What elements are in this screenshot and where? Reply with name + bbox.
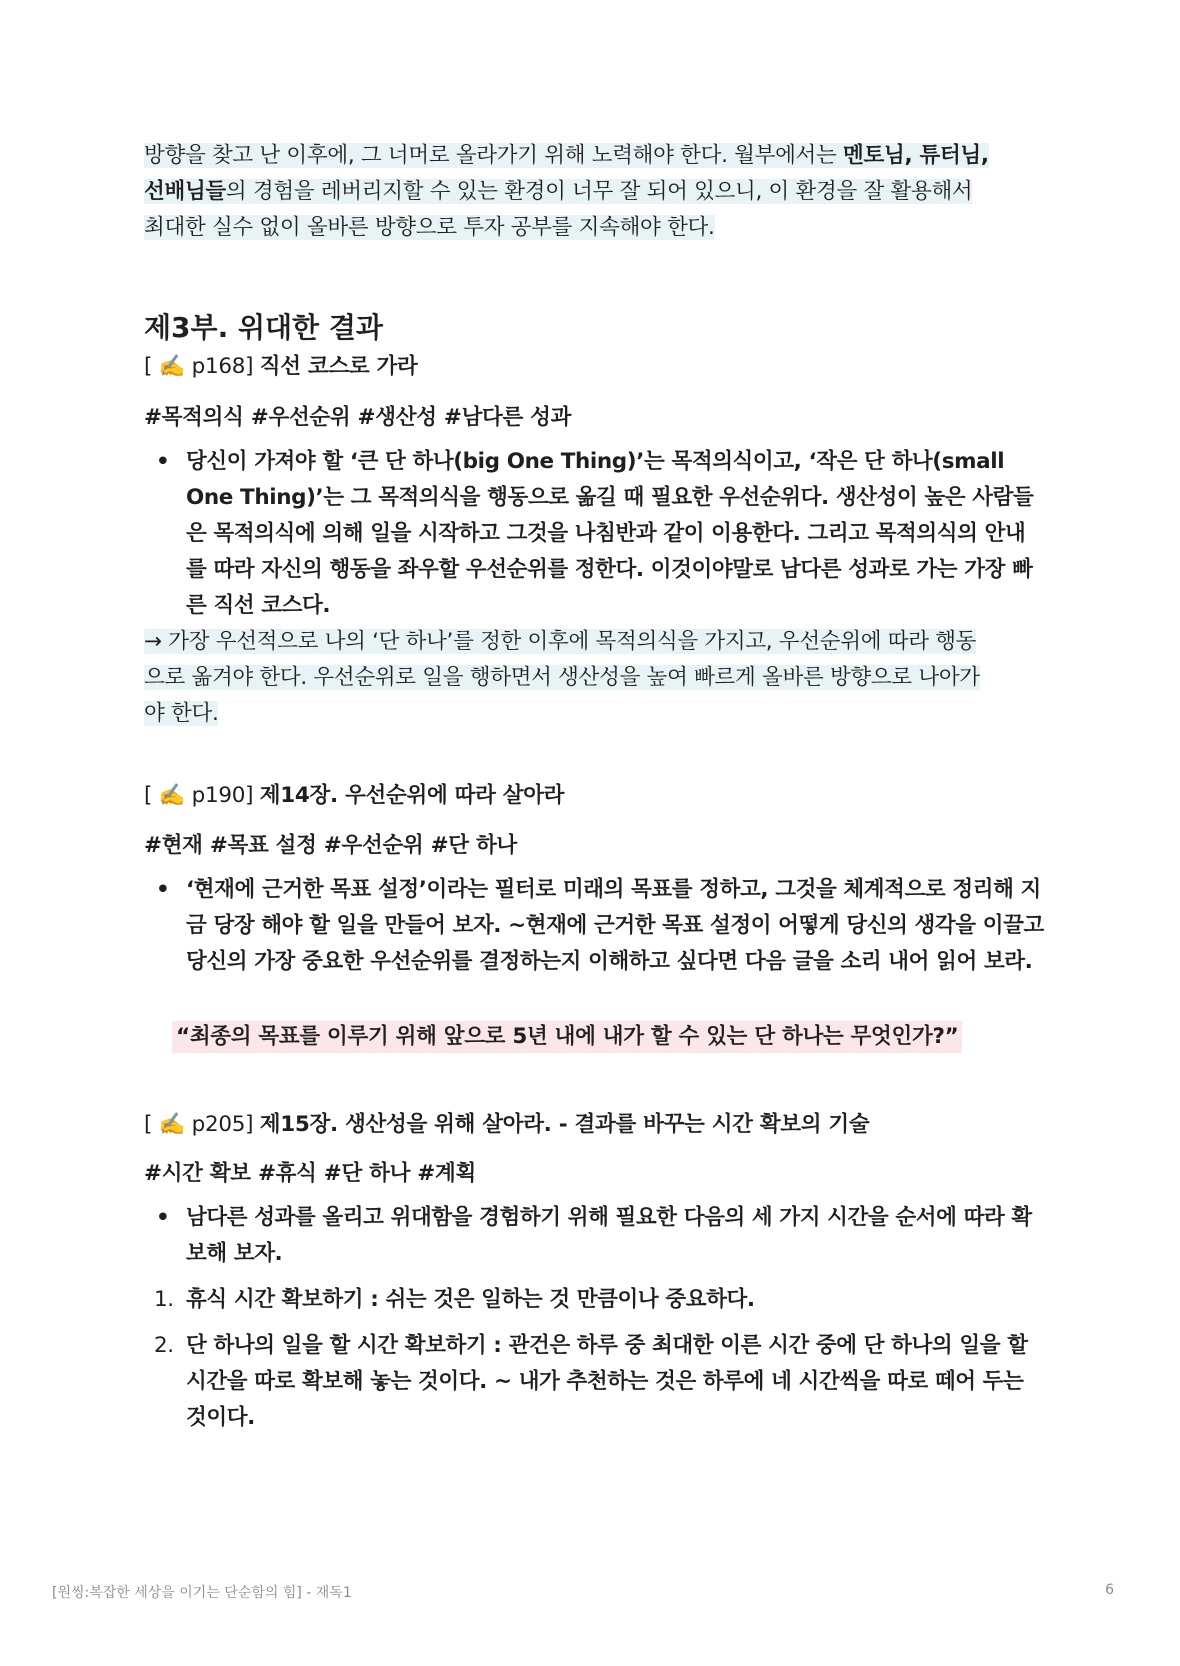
ref-bracket: [ [144,783,159,808]
section-ref [144,1110,869,1140]
bullet-item [144,444,1044,624]
intro-bold-mentors: 멘토님, 튜터님, [843,143,989,168]
section-ref [144,781,564,811]
bullet-text: ‘현재에 근거한 목표 설정’이라는 필터로 미래의 목표를 정하고, 그것을 체계적으로 정리해 지금 당장 해야 할 일을 만들어 보자. ~현재에 근거한 목표 설정이 어떻게 당신의 생각을 이끌고 당신의 가장 중요한 우선순위를 결정하는지 이해하고 싶다면 다음 글을 소리 내어 읽어 보라. [186,877,1044,974]
item-number: 1. [154,1287,174,1312]
page-number: 6 [1105,1582,1114,1598]
note-paragraph [144,624,1044,732]
intro-bold-seniors: 선배님들 [144,179,226,204]
ref-title: 제15장. 생산성을 위해 살아라. - 결과를 바꾸는 시간 확보의 기술 [259,1112,870,1137]
ref-page: p168] [185,354,260,379]
section-tags: #목적의식 #우선순위 #생산성 #남다른 성과 [144,405,572,430]
bullet-text: 당신이 가져야 할 ‘큰 단 하나(big One Thing)’는 목적의식이고, ‘작은 단 하나(small One Thing)’는 그 목적의식을 행동으로 옮길 때 필요한 우선순위다. 생산성이 높은 사람들은 목적의식에 의해 일을 시작하고 그것을 나침반과 같이 이용한다. 그리고 목적의식의 안내를 따라 자신의 행동을 좌우할 우선순위를 정한다. 이것이야말로 남다른 성과로 가는 가장 빠른 직선 코스다. [186,449,1034,618]
writing-hand-icon: ✍️ [158,783,186,808]
note-line: → 가장 우선적으로 나의 ‘단 하나’를 정한 이후에 목적의식을 가지고, 우선순위에 따라 행동 [144,629,977,654]
footer-doc-title: [원씽:복잡한 세상을 이기는 단순함의 힘] - 재독1 [52,1585,352,1601]
section-tags: #시간 확보 #휴식 #단 하나 #계획 [144,1161,476,1186]
writing-hand-icon: ✍️ [158,1112,186,1137]
intro-text: 최대한 실수 없이 올바른 방향으로 투자 공부를 지속해야 한다. [144,215,715,240]
ref-title: 제14장. 우선순위에 따라 살아라 [259,783,565,808]
bullet-dot-icon: • [156,877,170,902]
intro-text: 방향을 찾고 난 이후에, 그 너머로 올라가기 위해 노력해야 한다. 월부에서는 [144,143,844,168]
ref-page: p205] [185,1112,260,1137]
ref-bracket: [ [144,354,159,379]
bullet-dot-icon: • [156,1205,170,1230]
numbered-text: 단 하나의 일을 할 시간 확보하기 : 관건은 하루 중 최대한 이른 시간 중에 단 하나의 일을 할 시간을 따로 확보해 놓는 것이다. ~ 내가 추천하는 것은 하루에 네 시간씩을 따로 떼어 두는 것이다. [186,1333,1028,1430]
numbered-item [144,1282,1044,1318]
ref-page: p190] [185,783,260,808]
section-tags: #현재 #목표 설정 #우선순위 #단 하나 [144,833,517,858]
note-line: 야 한다. [144,701,219,726]
bullet-item [144,872,1044,980]
ref-title: 직선 코스로 가라 [259,354,418,379]
bullet-item [144,1200,1044,1272]
item-number: 2. [154,1333,174,1358]
highlighted-quote: “최종의 목표를 이루기 위해 앞으로 5년 내에 내가 할 수 있는 단 하나는 무엇인가?” [172,1021,962,1053]
note-line: 으로 옮겨야 한다. 우선순위로 일을 행하면서 생산성을 높여 빠르게 올바른 방향으로 나아가 [144,665,980,690]
numbered-text: 휴식 시간 확보하기 : 쉬는 것은 일하는 것 만큼이나 중요하다. [186,1287,755,1312]
intro-text: 의 경험을 레버리지할 수 있는 환경이 너무 잘 되어 있으니, 이 환경을 잘 활용해서 [225,179,973,204]
section-ref [144,352,417,382]
intro-paragraph [144,138,1044,246]
ref-bracket: [ [144,1112,159,1137]
bullet-text: 남다른 성과를 올리고 위대함을 경험하기 위해 필요한 다음의 세 가지 시간을 순서에 따라 확보해 보자. [186,1205,1032,1266]
writing-hand-icon: ✍️ [158,354,186,379]
bullet-dot-icon: • [156,449,170,474]
part-heading: 제3부. 위대한 결과 [144,311,383,344]
numbered-item [144,1328,1044,1436]
